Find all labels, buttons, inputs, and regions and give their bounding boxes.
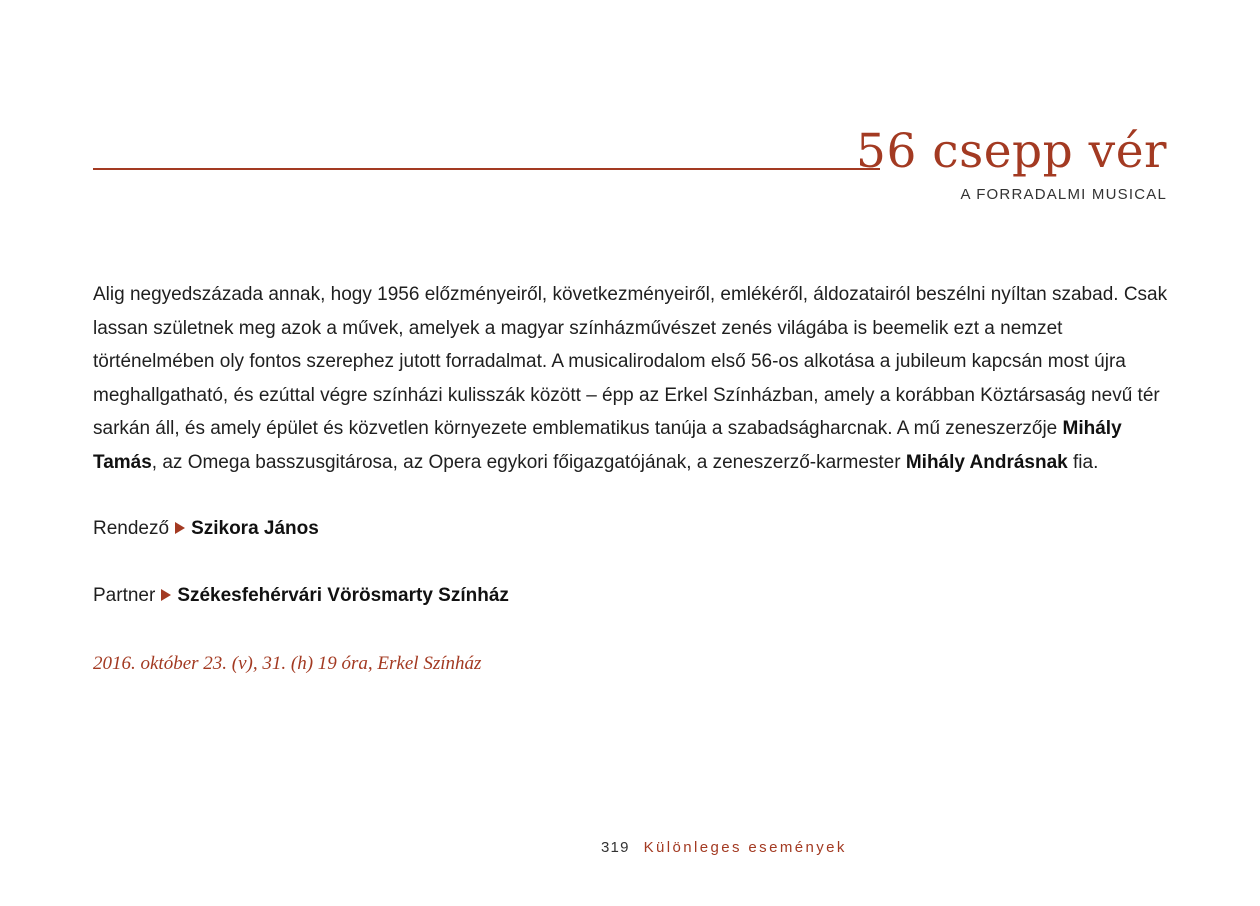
director-label: Rendező [93, 518, 170, 539]
page-number: 319 [601, 839, 630, 856]
director-credit [93, 515, 319, 543]
section-name: Különleges események [643, 839, 847, 856]
play-arrow-icon [161, 589, 171, 601]
description-paragraph [93, 278, 1168, 479]
header-rule [93, 168, 880, 170]
partner-credit [93, 582, 509, 610]
partner-label: Partner [93, 585, 156, 606]
composer-name: Mihály Tamás [93, 418, 1122, 473]
description-text-1: Alig negyedszázada annak, hogy 1956 előzményeiről, következményeiről, emlékéről, áldozatairól beszélni nyíltan szabad. Csak lassan születnek meg azok a művek, amelyek a magyar színházművészet zenés világába is beemelik ezt a nemzet történelmében oly fontos szerephez jutott forradalmat. A musicalirodalom első 56-os alkotása a jubileum kapcsán most újra meghallgatható, és ezúttal végre színházi kulisszák között – épp az Erkel Színházban, amely a korábban Köztársaság nevű tér sarkán áll, és amely épület és közvetlen környezete emblematikus tanúja a szabadságharcnak. A mű zeneszerzője [93, 284, 1168, 439]
director-name: Szikora János [191, 518, 319, 539]
description-text-2: , az Omega basszusgitárosa, az Opera egykori főigazgatójának, a zeneszerző-karmester [151, 451, 906, 473]
description-text-3: fia. [1067, 451, 1099, 473]
page-title: 56 csepp vér [856, 124, 1167, 179]
page-subtitle: A FORRADALMI MUSICAL [960, 186, 1167, 203]
performance-dates: 2016. október 23. (v), 31. (h) 19 óra, Erkel Színház [93, 653, 482, 674]
page-footer [601, 837, 847, 859]
partner-name: Székesfehérvári Vörösmarty Színház [177, 585, 509, 606]
father-name: Mihály Andrásnak [905, 451, 1068, 473]
play-arrow-icon [175, 522, 185, 534]
